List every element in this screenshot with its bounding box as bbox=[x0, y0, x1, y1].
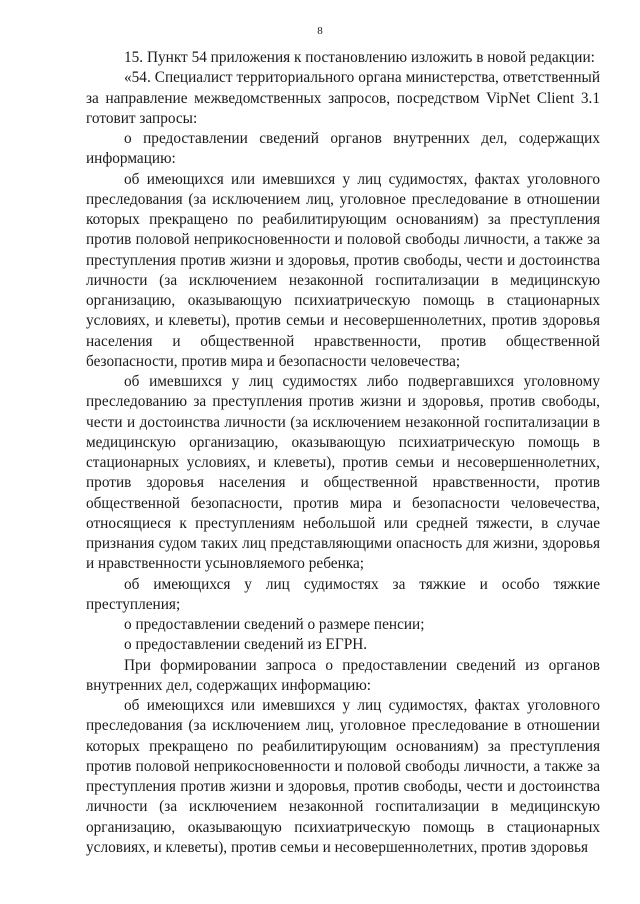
paragraph-convictions-repeat: об имеющихся или имевшихся у лиц судимостях, фактах уголовного преследования (за исключением лиц, уголовное преследование в отношении которых прекращено по реабилитирующим основаниям) за преступления против половой неприкосновенности и половой свободы личности, а также за преступления против жизни и здоровья, против свободы, чести и достоинства личности (за исключением незаконной госпитализации в медицинскую организацию, оказывающую психиатрическую помощь в стационарных условиях, и клеветы), против семьи и несовершеннолетних, против здоровья bbox=[86, 697, 600, 856]
page-number: 8 bbox=[317, 25, 323, 37]
paragraph-convictions-sexual-offences: об имеющихся или имевшихся у лиц судимостях, фактах уголовного преследования (за исключением лиц, уголовное преследование в отношении которых прекращено по реабилитирующим основаниям) за преступления против половой неприкосновенности и половой свободы личности, а также за преступления против жизни и здоровья, против свободы, чести и достоинства личности (за исключением незаконной госпитализации в медицинскую организацию, оказывающую психиатрическую помощь в стационарных условиях, и клеветы), против семьи и несовершеннолетних, против здоровья населения и общественной нравственности, против общественной безопасности, против мира и безопасности человечества; bbox=[86, 170, 600, 370]
paragraph-egrn-request: о предоставлении сведений из ЕГРН. bbox=[124, 636, 368, 654]
paragraph-grave-convictions: об имеющихся у лиц судимостях за тяжкие и особо тяжкие преступления; bbox=[86, 575, 600, 613]
paragraph-convictions-minor-offences: об имевшихся у лиц судимостях либо подвергавшихся уголовному преследованию за преступления против жизни и здоровья, против свободы, чести и достоинства личности (за исключением незаконной госпитализации в медицинскую организацию, оказывающую психиатрическую помощь в стационарных условиях, и клеветы), против семьи и несовершеннолетних, против здоровья населения и общественной нравственности, против общественной безопасности, против мира и безопасности человечества, относящиеся к преступлениям небольшой или средней тяжести, в случае признания судом таких лиц представляющими опасность для жизни, здоровья и нравственности усыновляемого ребенка; bbox=[86, 373, 600, 573]
document-body bbox=[86, 48, 600, 858]
paragraph-item-54: «54. Специалист территориального органа министерства, ответственный за направление межведомственных запросов, посредством VipNet Client 3.1 готовит запросы: bbox=[86, 69, 600, 127]
paragraph-request-internal-affairs: о предоставлении сведений органов внутренних дел, содержащих информацию: bbox=[86, 130, 600, 168]
paragraph-pension-request: о предоставлении сведений о размере пенсии; bbox=[124, 616, 425, 633]
paragraph-item-15: 15. Пункт 54 приложения к постановлению изложить в новой редакции: bbox=[124, 49, 595, 66]
paragraph-request-forming: При формировании запроса о предоставлении сведений из органов внутренних дел, содержащих информацию: bbox=[86, 656, 600, 694]
